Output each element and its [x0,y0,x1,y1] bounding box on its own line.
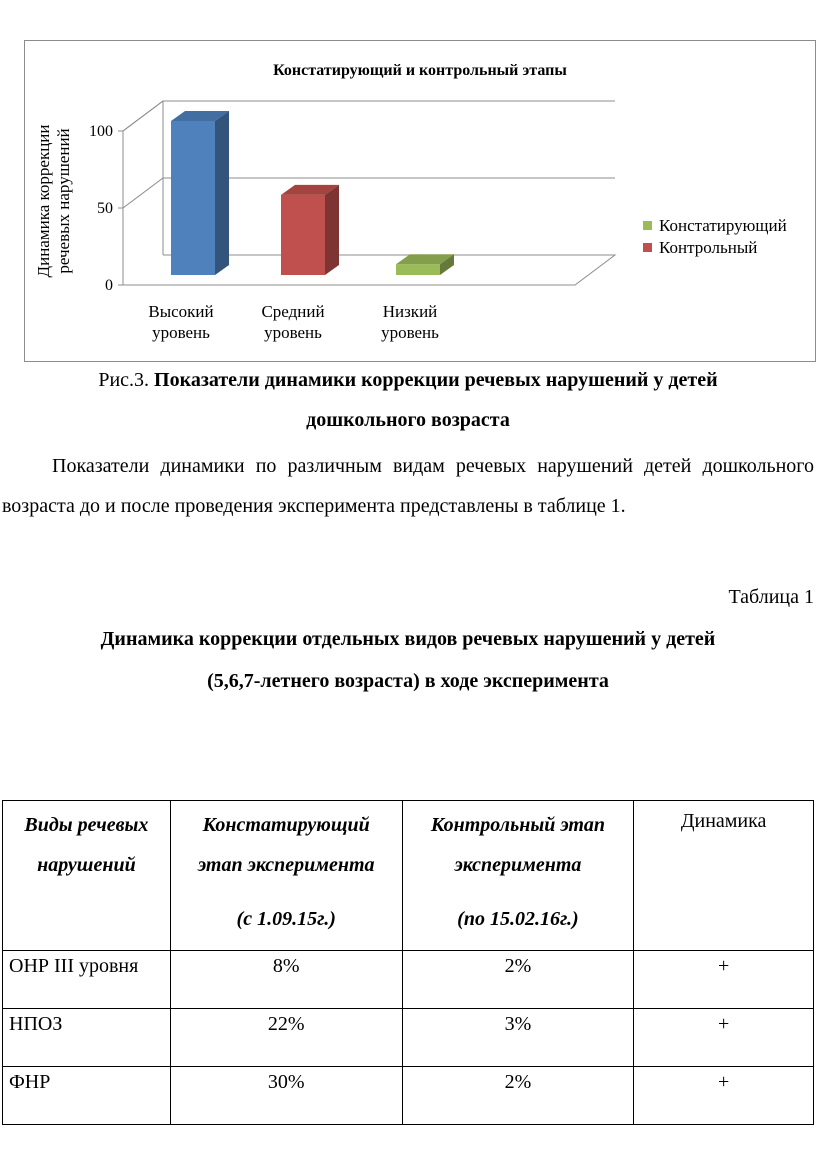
table-row: ФНР 30% 2% + [3,1067,814,1125]
table-title-line1: Динамика коррекции отдельных видов речевых нарушений у детей [100,628,716,650]
legend-label: Констатирующий [659,216,787,235]
table-title-line2: (5,6,7-летнего возраста) в ходе эксперимента [207,670,609,692]
x-tick-label: уровень [264,323,322,342]
caption-prefix: Рис.3. [98,369,155,391]
x-tick-label: уровень [152,323,210,342]
table-row: НПОЗ 22% 3% + [3,1009,814,1067]
bar-front [396,264,440,275]
header-before: Констатирующий этап эксперимента (с 1.09.15г.) [170,801,402,951]
bar-chart [25,41,815,361]
x-tick-label: Низкий [382,302,438,321]
x-tick-label: Высокий [148,302,214,321]
y-tick-label: 50 [97,200,113,217]
header-after: Контрольный этап эксперимента (по 15.02.16г.) [402,801,634,951]
y-axis-label-line2: речевых нарушений [54,128,73,274]
body-paragraph: Показатели динамики по различным видам речевых нарушений детей дошкольного возраста до и после проведения эксперимента представлены в таблице 1. [2,455,814,517]
header-type: Виды речевых нарушений [3,801,171,951]
table-label: Таблица 1 [728,586,814,608]
y-tick-label: 0 [105,277,113,294]
legend-swatch [643,243,652,252]
y-tick-label: 100 [89,123,113,140]
legend-label: Контрольный [659,238,758,257]
bar-2 [396,254,454,275]
bar-front [281,195,325,275]
chart-title: Констатирующий и контрольный этапы [273,62,567,79]
figure-caption [0,366,816,394]
legend-swatch [643,221,652,230]
caption-line2: дошкольного возраста [306,409,510,431]
x-tick-label: Средний [261,302,325,321]
bar-side [215,111,229,275]
bar-front [171,121,215,275]
y-axis-label-line1: Динамика коррекции [34,124,53,278]
table-row: ОНР III уровня 8% 2% + [3,951,814,1009]
x-tick-label: уровень [381,323,439,342]
table-header-row [3,801,814,951]
data-table [2,800,814,1125]
header-dynamic: Динамика [634,801,814,951]
caption-line1: Показатели динамики коррекции речевых нарушений у детей [154,369,718,391]
bar-0 [171,111,229,275]
chart-container [24,40,816,362]
bar-1 [281,185,339,275]
bar-side [325,185,339,275]
